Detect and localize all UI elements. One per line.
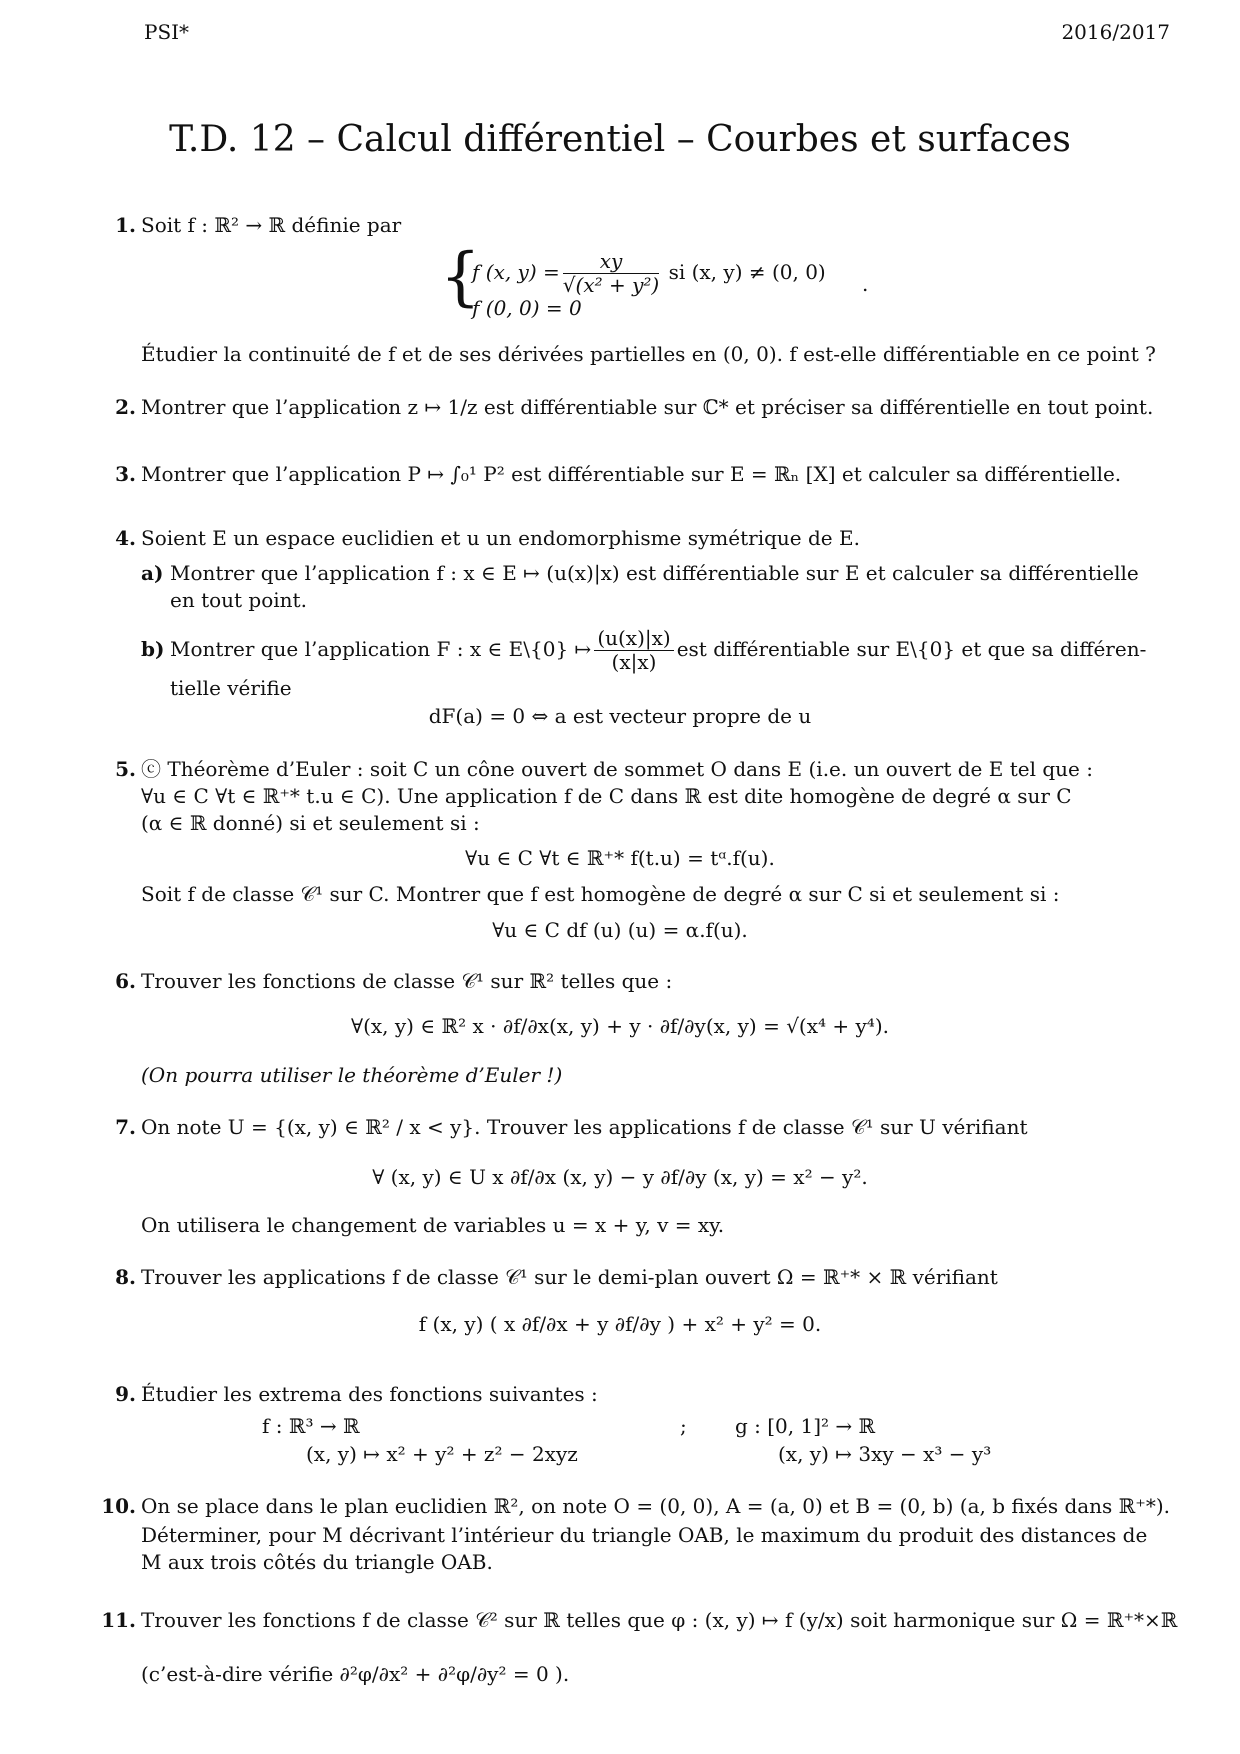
exercise-number: 3. bbox=[115, 462, 136, 486]
page-title: T.D. 12 – Calcul différentiel – Courbes et surfaces bbox=[169, 119, 1071, 160]
text-part: Montrer que l’application F : x ∈ E\{0} ↦ bbox=[170, 637, 592, 661]
numerator: (u(x)|x) bbox=[594, 627, 673, 651]
exercise-text: (c’est-à-dire vérifie ∂²φ/∂x² + ∂²φ/∂y² = 0 ). bbox=[141, 1662, 570, 1686]
fraction bbox=[594, 627, 673, 674]
exercise-text: ⓒ Théorème d’Euler : soit C un cône ouvert de sommet O dans E (i.e. un ouvert de E tel que : bbox=[141, 757, 1093, 781]
exercise-number: 9. bbox=[115, 1382, 136, 1406]
exercise-text: M aux trois côtés du triangle OAB. bbox=[141, 1550, 493, 1574]
exercise-text: Trouver les fonctions de classe 𝒞¹ sur ℝ² telles que : bbox=[141, 969, 673, 993]
exercise-text: Trouver les applications f de classe 𝒞¹ sur le demi-plan ouvert Ω = ℝ⁺* × ℝ vérifiant bbox=[141, 1265, 998, 1289]
text-part: Montrer que l’application P ↦ ∫₀¹ P² bbox=[141, 462, 505, 486]
exercise-text: Montrer que l’application f : x ∈ E ↦ (u(x)|x) est différentiable sur E et calculer sa différentielle bbox=[170, 561, 1139, 585]
function-definition: (x, y) ↦ 3xy − x³ − y³ bbox=[778, 1442, 992, 1466]
text-part: est différentiable sur E\{0} et que sa différen- bbox=[676, 637, 1147, 661]
formula: dF(a) = 0 ⇔ a est vecteur propre de u bbox=[428, 704, 812, 728]
hint: (On pourra utiliser le théorème d’Euler !) bbox=[141, 1063, 563, 1087]
exercise-text: On note U = {(x, y) ∈ ℝ² / x < y}. Trouver les applications f de classe 𝒞¹ sur U vérifiant bbox=[141, 1115, 1028, 1139]
function-definition: (x, y) ↦ x² + y² + z² − 2xyz bbox=[306, 1442, 578, 1466]
exercise-number: 6. bbox=[115, 969, 136, 993]
exercise-text: On se place dans le plan euclidien ℝ², on note O = (0, 0), A = (a, 0) et B = (0, b) (a, b fixés dans ℝ⁺*). bbox=[141, 1494, 1171, 1518]
exercise-text: Étudier la continuité de f et de ses dérivées partielles en (0, 0). f est-elle différentiable en ce point ? bbox=[141, 342, 1156, 366]
separator: ; bbox=[680, 1414, 687, 1438]
punctuation: . bbox=[862, 272, 869, 296]
function-definition: g : [0, 1]² → ℝ bbox=[735, 1414, 876, 1438]
exercise-number: 8. bbox=[115, 1265, 136, 1289]
exercise-text bbox=[170, 627, 1146, 674]
exercise-number: 7. bbox=[115, 1115, 136, 1139]
exercise-text: Trouver les fonctions f de classe 𝒞² sur ℝ telles que φ : (x, y) ↦ f (y/x) soit harmonique sur Ω = ℝ⁺*×ℝ bbox=[141, 1608, 1178, 1632]
fraction bbox=[563, 250, 659, 297]
formula: f (x, y) ( x ∂f/∂x + y ∂f/∂y ) + x² + y² = 0. bbox=[418, 1312, 822, 1336]
header-class: PSI* bbox=[144, 20, 190, 44]
denominator: √(x² + y²) bbox=[562, 273, 660, 297]
exercise-text: ∀u ∈ C ∀t ∈ ℝ⁺* t.u ∈ C). Une application f de C dans ℝ est dite homogène de degré α sur C bbox=[141, 784, 1072, 808]
exercise-number: 1. bbox=[115, 213, 136, 237]
brace: { bbox=[440, 240, 481, 314]
denominator: (x|x) bbox=[611, 650, 657, 674]
exercise-text: On utilisera le changement de variables u = x + y, v = xy. bbox=[141, 1213, 725, 1237]
function-definition: f : ℝ³ → ℝ bbox=[262, 1414, 360, 1438]
exercise-text bbox=[141, 462, 1121, 486]
formula: ∀u ∈ C ∀t ∈ ℝ⁺* f(t.u) = tᵅ.f(u). bbox=[465, 846, 775, 870]
subquestion-label: a) bbox=[141, 561, 164, 585]
exercise-number: 4. bbox=[115, 526, 136, 550]
exercise-text: Étudier les extrema des fonctions suivantes : bbox=[141, 1382, 598, 1406]
exercise-text: Soit f : ℝ² → ℝ définie par bbox=[141, 213, 402, 237]
exercise-text: (α ∈ ℝ donné) si et seulement si : bbox=[141, 811, 480, 835]
formula: f (0, 0) = 0 bbox=[472, 296, 582, 320]
exercise-number: 11. bbox=[101, 1608, 136, 1632]
exercise-text: tielle vérifie bbox=[170, 676, 292, 700]
exercise-text: Déterminer, pour M décrivant l’intérieur du triangle OAB, le maximum du produit des distances de bbox=[141, 1523, 1148, 1547]
formula: ∀(x, y) ∈ ℝ² x · ∂f/∂x(x, y) + y · ∂f/∂y(x, y) = √(x⁴ + y⁴). bbox=[351, 1014, 889, 1038]
text-part: est différentiable sur E = ℝₙ [X] et calculer sa différentielle. bbox=[511, 462, 1122, 486]
formula: ∀u ∈ C df (u) (u) = α.f(u). bbox=[492, 918, 748, 942]
formula-part: si (x, y) ≠ (0, 0) bbox=[668, 260, 826, 284]
exercise-text: Soient E un espace euclidien et u un endomorphisme symétrique de E. bbox=[141, 526, 860, 550]
exercise-number: 5. bbox=[115, 757, 136, 781]
formula: ∀ (x, y) ∈ U x ∂f/∂x (x, y) − y ∂f/∂y (x, y) = x² − y². bbox=[372, 1165, 868, 1189]
exercise-number: 10. bbox=[101, 1494, 136, 1518]
exercise-number: 2. bbox=[115, 395, 136, 419]
header-year: 2016/2017 bbox=[1061, 20, 1170, 44]
exercise-text: Montrer que l’application z ↦ 1/z est différentiable sur ℂ* et préciser sa différentielle en tout point. bbox=[141, 395, 1154, 419]
exercise-text: en tout point. bbox=[170, 588, 307, 612]
exercise-text: Soit f de classe 𝒞¹ sur C. Montrer que f est homogène de degré α sur C si et seulement si : bbox=[141, 882, 1060, 906]
subquestion-label: b) bbox=[141, 637, 165, 661]
formula-part: f (x, y) = bbox=[472, 260, 560, 284]
numerator: xy bbox=[563, 250, 659, 274]
formula bbox=[472, 250, 826, 297]
